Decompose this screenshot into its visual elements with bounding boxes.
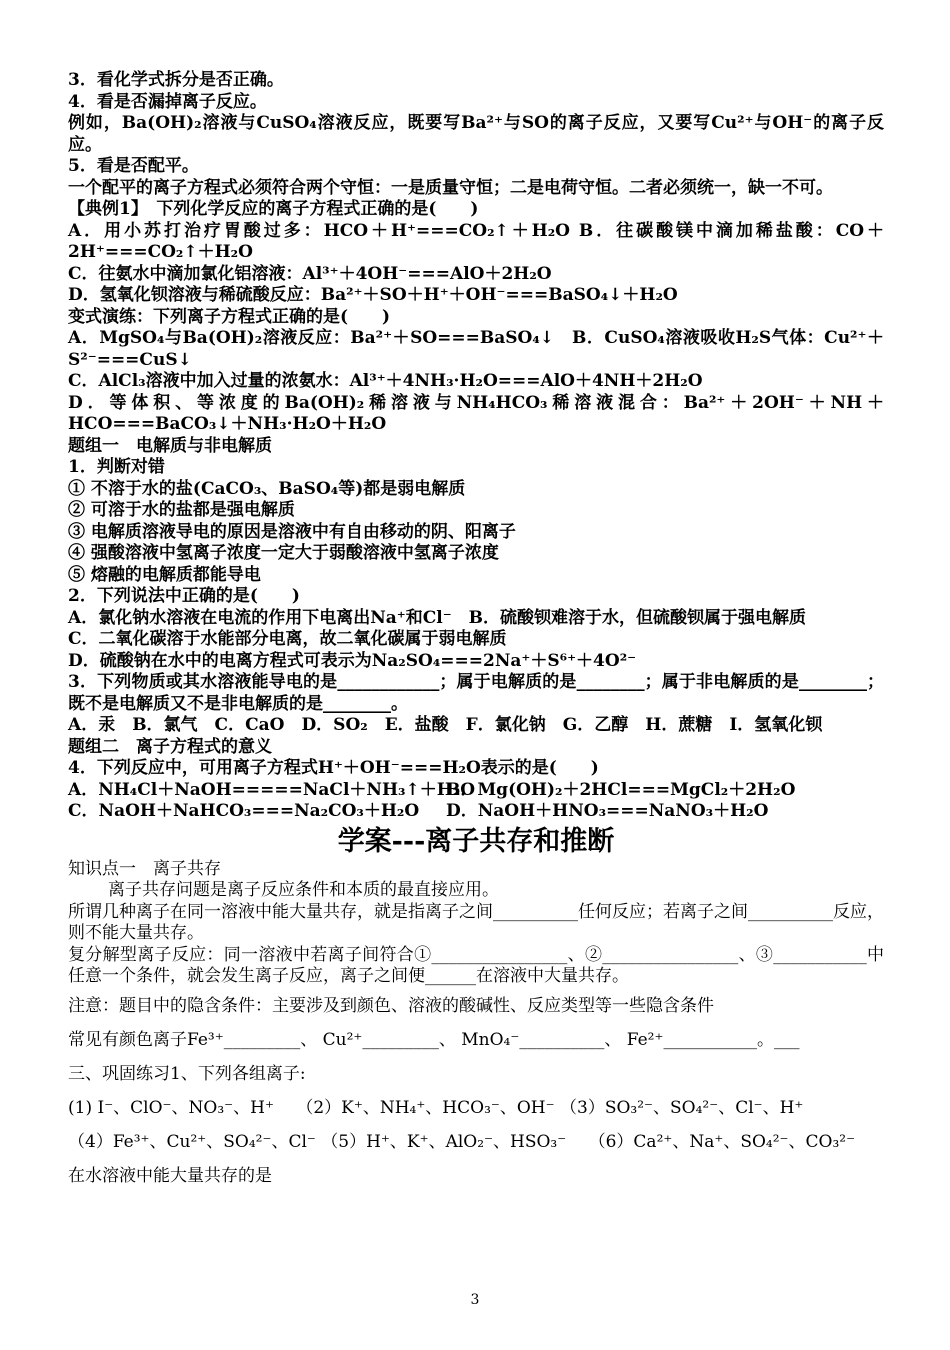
document-page <box>68 70 884 1188</box>
question-line: 4．下列反应中，可用离子方程式H⁺＋OH⁻===H₂O表示的是( ) <box>68 758 599 778</box>
option-line: C．往氨水中滴加氯化铝溶液：Al³⁺＋4OH⁻===AlO＋2H₂O <box>68 263 552 284</box>
option-row <box>68 801 884 823</box>
group-heading: 题组二 离子方程式的意义 <box>68 736 272 757</box>
question-line: 在水溶液中能大量共存的是 <box>68 1165 272 1186</box>
text-line: 4．看是否漏掉离子反应。 <box>68 91 267 112</box>
ion-group-line: (1) I⁻、ClO⁻、NO₃⁻、H⁺ （2）K⁺、NH₄⁺、HCO₃⁻、OH⁻ （3）SO₃²⁻、SO₄²⁻、Cl⁻、H⁺ <box>68 1097 804 1118</box>
option-a: A．NH₄Cl＋NaOH=====NaCl＋NH₃↑＋H₂O <box>68 779 476 800</box>
option-c: C．NaOH＋NaHCO₃===Na₂CO₃＋H₂O <box>68 801 420 821</box>
page-number: 3 <box>470 1292 480 1308</box>
example-heading: 【典例1】 下列化学反应的离子方程式正确的是( ) <box>68 199 479 219</box>
option-line: C．二氧化碳溶于水能部分电离，故二氧化碳属于弱电解质 <box>68 629 507 649</box>
paragraph: 所谓几种离子在同一溶液中能大量共存，就是指离子之间__________任何反应；若离子之间__________反应，则不能大量共存。 <box>68 901 884 943</box>
exercise-heading: 变式演练：下列离子方程式正确的是( ) <box>68 306 391 327</box>
option-row <box>68 780 884 802</box>
knowledge-point-heading: 知识点一 离子共存 <box>68 858 221 879</box>
practice-block <box>68 994 884 1188</box>
practice-heading: 三、巩固练习1、下列各组离子: <box>68 1063 306 1084</box>
option-line: A．MgSO₄与Ba(OH)₂溶液反应：Ba²⁺＋SO===BaSO₄↓ B．CuSO₄溶液吸收H₂S气体：Cu²⁺＋S²⁻===CuS↓ <box>68 328 884 370</box>
statement-line: ③ 电解质溶液导电的原因是溶液中有自由移动的阴、阳离子 <box>68 521 516 542</box>
ion-group-line: （4）Fe³⁺、Cu²⁺、SO₄²⁻、Cl⁻ （5）H⁺、K⁺、AlO₂⁻、HSO₃⁻ （6）Ca²⁺、Na⁺、SO₄²⁻、CO₃²⁻ <box>68 1131 856 1152</box>
group-heading: 题组一 电解质与非电解质 <box>68 435 272 456</box>
option-line: D．氢氧化钡溶液与稀硫酸反应：Ba²⁺＋SO＋H⁺＋OH⁻===BaSO₄↓＋H₂O <box>68 285 678 305</box>
option-line: D．等体积、等浓度的Ba(OH)₂稀溶液与NH₄HCO₃稀溶液混合：Ba²⁺＋2OH⁻＋NH＋HCO===BaCO₃↓＋NH₃·H₂O＋H₂O <box>68 392 884 434</box>
color-ions-line: 常见有颜色离子Fe³⁺_________、 Cu²⁺_________、 MnO₄⁻__________、 Fe²⁺___________。___ <box>68 1029 800 1050</box>
option-line: A．汞 B．氯气 C．CaO D．SO₂ E．盐酸 F．氯化钠 G．乙醇 H．蔗糖 I．氢氧化钡 <box>68 715 823 735</box>
text-line: 5．看是否配平。 <box>68 156 199 176</box>
paragraph: 复分解型离子反应：同一溶液中若离子间符合①________________、②________________、③___________中任意一个条件，就会发生离子反应，离子之间便______在溶液中大量共存。 <box>68 944 884 986</box>
option-line: A．氯化钠水溶液在电流的作用下电离出Na⁺和Cl⁻ B．硫酸钡难溶于水，但硫酸钡属于强电解质 <box>68 607 807 628</box>
statement-line: ① 不溶于水的盐(CaCO₃、BaSO₄等)都是弱电解质 <box>68 478 466 499</box>
text-line: 例如，Ba(OH)₂溶液与CuSO₄溶液反应，既要写Ba²⁺与SO的离子反应，又要写Cu²⁺与OH⁻的离子反应。 <box>68 113 884 155</box>
question-line: 2．下列说法中正确的是( ) <box>68 586 300 606</box>
text-line: 一个配平的离子方程式必须符合两个守恒：一是质量守恒；二是电荷守恒。二者必须统一，缺一不可。 <box>68 177 833 198</box>
statement-line: ② 可溶于水的盐都是强电解质 <box>68 500 295 520</box>
question-line: 1．判断对错 <box>68 457 165 477</box>
option-line: D．硫酸钠在水中的电离方程式可表示为Na₂SO₄===2Na⁺＋S⁶⁺＋4O²⁻ <box>68 650 637 671</box>
statement-line: ⑤ 熔融的电解质都能导电 <box>68 564 261 585</box>
note-line: 注意：题目中的隐含条件：主要涉及到颜色、溶液的酸碱性、反应类型等一些隐含条件 <box>68 995 714 1016</box>
option-d: D．NaOH＋HNO₃===NaNO₃＋H₂O <box>446 801 769 821</box>
text-line: 3．看化学式拆分是否正确。 <box>68 70 284 90</box>
section-title: 学案---离子共存和推断 <box>337 825 615 857</box>
paragraph: 离子共存问题是离子反应条件和本质的最直接应用。 <box>108 880 499 900</box>
option-line: A．用小苏打治疗胃酸过多：HCO＋H⁺===CO₂↑＋H₂O B．往碳酸镁中滴加稀盐酸：CO＋2H⁺===CO₂↑＋H₂O <box>68 220 884 262</box>
option-line: C．AlCl₃溶液中加入过量的浓氨水：Al³⁺＋4NH₃·H₂O===AlO＋4NH＋2H₂O <box>68 371 703 391</box>
option-b: B．Mg(OH)₂＋2HCl===MgCl₂＋2H₂O <box>446 779 796 800</box>
statement-line: ④ 强酸溶液中氢离子浓度一定大于弱酸溶液中氢离子浓度 <box>68 543 499 563</box>
question-line: 3．下列物质或其水溶液能导电的是____________；属于电解质的是________；属于非电解质的是________；既不是电解质又不是非电解质的是________。 <box>68 672 884 714</box>
